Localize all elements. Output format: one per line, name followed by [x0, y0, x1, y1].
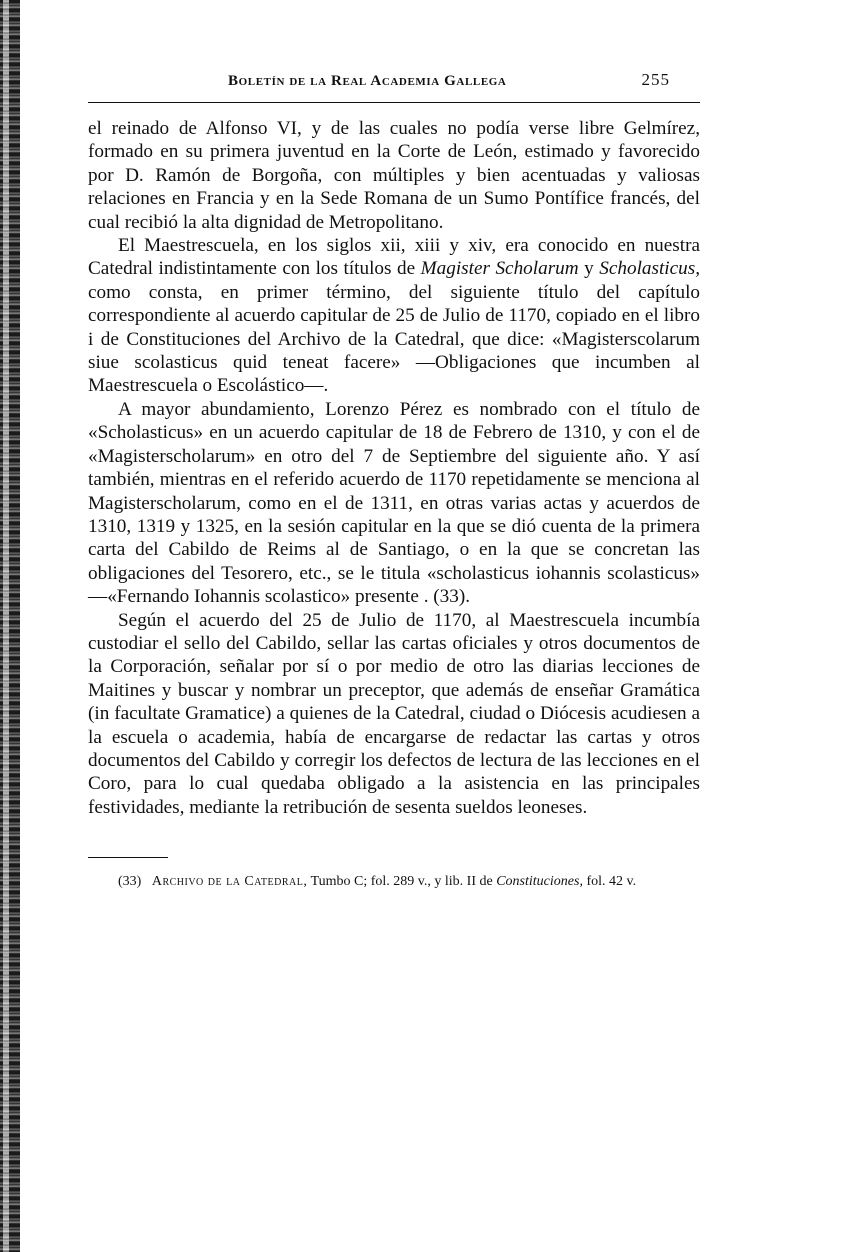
running-title: Boletín de la Real Academia Gallega [228, 73, 507, 89]
paragraph-text: El Maestrescuela, en los siglos xii, xiii y xiv, era conocido en nuestra Catedral indistintamente con los títulos de [88, 235, 700, 280]
italic-term: Magister Scholarum [420, 258, 579, 280]
document-page [88, 70, 700, 892]
footnote-text: Tumbo C; fol. 289 v., y lib. II de [307, 874, 497, 890]
paragraph-text: A mayor abundamiento, Lorenzo Pérez es nombrado con el título de «Scholasticus» en un acuerdo capitular de 18 de Febrero de 1310, y con el de «Magisterscholarum» en otro del 7 de Septiembre del siguiente año. Y así también, mientras en el referido acuerdo de 1170 repetidamente se menciona al Magisterscholarum, como en el de 1311, en otras varias actas y acuerdos de 1310, 1319 y 1325, en la sesión capitular en la que se dió cuenta de la primera carta del Cabildo de Reims al de Santiago, o en la que se concretan las obligaciones del Tesorero, etc., se le titula «scholasticus iohannis scolasticus» —«Fernando Iohannis scolastico» presente . (33). [88, 398, 700, 608]
header-rule [88, 102, 700, 103]
footnote-number: (33) [118, 874, 142, 890]
body-text [88, 117, 700, 819]
paragraph-text: como consta, en primer término, del siguiente título del capítulo correspondiente al acuerdo capitular de 25 de Julio de 1170, copiado en el libro i de Constituciones del Archivo de la Catedral, que dice: «Magisterscolarum siue scolasticus quid teneat facere» —Obligaciones que incumben al Maestrescuela o Escolástico—. [88, 281, 700, 397]
footnote-italic: Constituciones, [496, 874, 583, 890]
paragraph-text: Según el acuerdo del 25 de Julio de 1170, al Maestrescuela incumbía custodiar el sello del Cabildo, sellar las cartas oficiales y otros documentos de la Corporación, señalar por sí o por medio de otro las diarias lecciones de Maitines y buscar y nombrar un preceptor, que además de enseñar Gramática (in facultate Gramatice) a quienes de la Catedral, ciudad o Diócesis acudiesen a la escuela o academia, había de encargarse de redactar las cartas y otros documentos del Cabildo y corregir los defectos de lectura de las lecciones en el Coro, para lo cual quedaba obligado a la asistencia en las principales festividades, mediante la retribución de sesenta sueldos leoneses. [88, 609, 700, 818]
page-number: 255 [641, 70, 670, 89]
scan-edge-artifact [0, 0, 20, 1252]
footnote-text: fol. 42 v. [582, 874, 637, 890]
paragraph-text: y [578, 258, 600, 280]
running-header [88, 70, 700, 100]
paragraph [88, 609, 700, 820]
footnote-source: Archivo de la Catedral, [151, 874, 308, 890]
footnote [88, 872, 700, 892]
paragraph [88, 398, 700, 609]
italic-term: Scholasticus, [599, 258, 700, 280]
footnote-rule [88, 857, 168, 858]
paragraph-text: el reinado de Alfonso VI, y de las cuales no podía verse libre Gelmírez, formado en su primera juventud en la Corte de León, estimado y favorecido por D. Ramón de Borgoña, con múltiples y bien acentuadas y valiosas relaciones en Francia y en la Sede Romana de un Sumo Pontífice francés, del cual recibió la alta dignidad de Metropolitano. [88, 118, 700, 233]
paragraph [88, 117, 700, 234]
paragraph [88, 234, 700, 398]
